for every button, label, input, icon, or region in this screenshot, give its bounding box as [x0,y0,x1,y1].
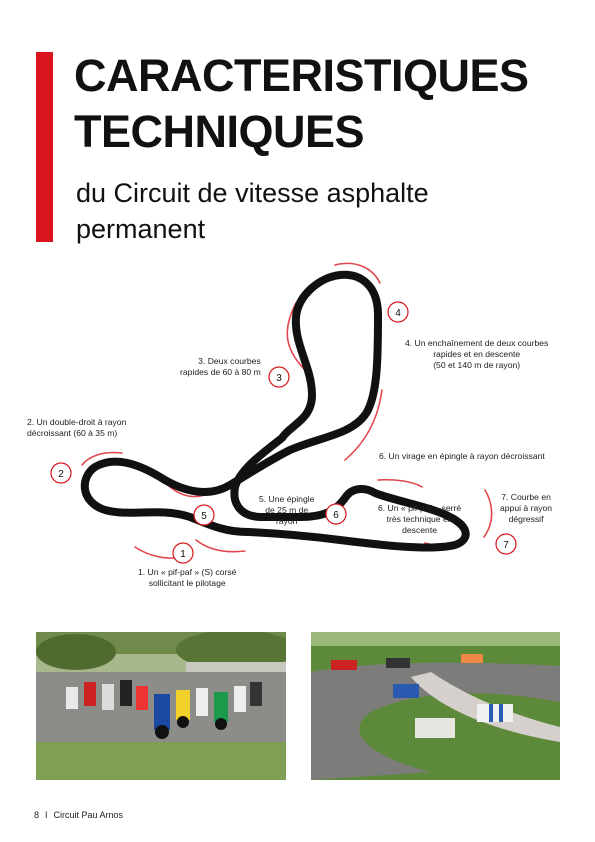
car-race-photo [311,632,560,780]
kerb-7 [484,490,492,537]
turn-6-hairpin-label: 6. Un virage en épingle à rayon décroissant [379,451,545,461]
marker-2-text: 2 [58,469,64,480]
turn-2-label: 2. Un double-droit à rayon décroissant (60 à 35 m) [27,417,127,438]
marker-6-text: 6 [333,510,339,521]
accent-bar [36,52,53,242]
turn-5-label: 5. Une épingle de 25 m de rayon [259,494,315,526]
turn-4-label: 4. Un enchaînement de deux courbes rapides et en descente (50 et 140 m de rayon) [405,338,549,370]
circuit-map [0,255,595,605]
marker-1-text: 1 [180,549,186,560]
turn-1-label: 1. Un « pif-paf » (S) corsé sollicitant le pilotage [138,567,237,588]
motorcycle-race-photo [36,632,286,780]
page-title: CARACTERISTIQUES TECHNIQUES [74,50,529,157]
kerb-6 [378,480,422,487]
marker-3-text: 3 [276,373,282,384]
turn-3-label: 3. Deux courbes rapides de 60 à 80 m [180,356,261,377]
marker-4-text: 4 [395,308,401,319]
kerb-1 [196,540,245,552]
publication-name: Circuit Pau Arnos [53,810,124,820]
marker-7-text: 7 [503,540,509,551]
page-subtitle: du Circuit de vitesse asphalte permanent [76,178,429,244]
turn-7-label: 7. Courbe en appui à rayon dégressif [500,492,553,524]
page-footer [34,810,123,820]
marker-5-text: 5 [201,511,207,522]
turn-6-label: 6. Un « pif-paf » serré très technique en descente [378,503,462,535]
footer-separator: I [45,810,48,820]
page-number: 8 [34,810,40,820]
